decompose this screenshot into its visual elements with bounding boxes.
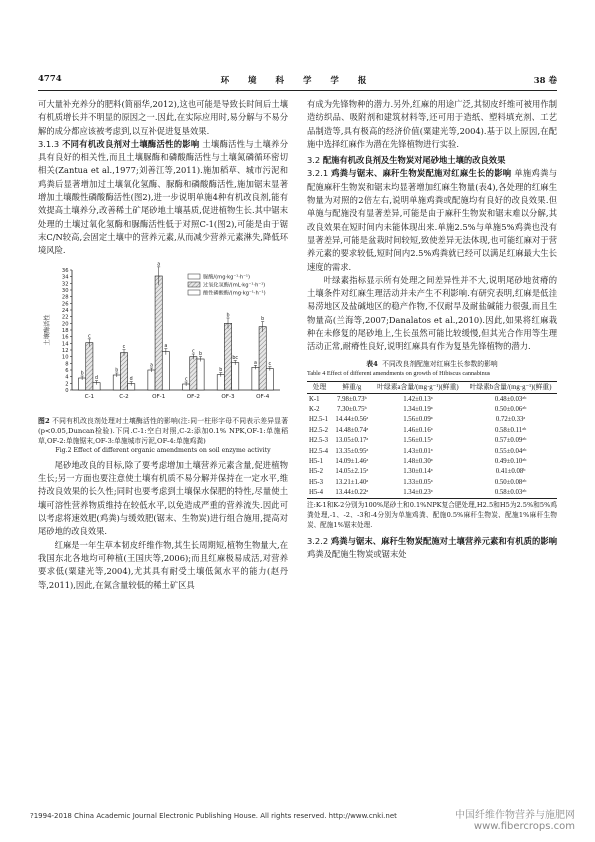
section-body: 单施鸡粪与配施麻秆生物炭和锯末均显著增加红麻生物量(表4),各处理的红麻生物量为对照的2倍左右,说明单施鸡粪或配施均有良好的改良效果.但单施与配施没有显著差异,可能是由于麻秆生物炭和锯末难以分解,其改良效果在短时间内未能体现出来.单施2.5%与单施5%鸡粪也没有显著差异,可能是盆栽时间较短,致使差异无法体现,也可能红麻对于营养元素的要求较低,短时间内2.5%鸡粪就已经可以满足红麻最大生长速度的需求. [307, 168, 557, 272]
col-header: 鲜重/g [332, 381, 372, 393]
table-cell: 0.50±0.06ᵃᵇ [494, 405, 527, 413]
watermark-cn: 中国纤维作物营养与施肥网 [455, 810, 575, 821]
page-header [38, 74, 557, 90]
table-row [307, 477, 557, 487]
section-3-2 [307, 154, 557, 167]
y-tick-label: 0 [65, 387, 69, 394]
figure-caption-cn: 不同有机改良剂处理对土壤酶活性的影响(注:同一柱形字母不同表示差异显著(p<0.05,Duncan检验).下同.C-1:空白对照,C-2:添加0.1% NPK,OF-1:单施稻草,OF-2:单施锯末,OF-3:单施城市污泥,OF-4:单施鸡粪) [38, 416, 288, 445]
table-body [307, 394, 557, 499]
watermark [455, 806, 575, 832]
right-column [307, 98, 557, 562]
significance-label: b [199, 351, 203, 357]
table-row [307, 425, 557, 435]
table-cell: H2.5-2 [309, 426, 329, 434]
significance-label: d [95, 375, 99, 381]
table-row [307, 394, 557, 405]
table-row [307, 488, 557, 499]
watermark-url: www.fibercrops.com [473, 821, 575, 832]
section-title: 配施有机改良剂及生物炭对尾砂地土壤的改良效果 [322, 155, 506, 166]
bar-OF-3-s1 [224, 323, 231, 390]
paragraph-intro: 可大量补充养分的肥料(简丽华,2012),这也可能是导致长时间后土壤有机质增长并不明显的原因之一.因此,在实际应用时,易分解与不易分解的成分都应该被考虑到,以互补促进复垦效果. [38, 99, 288, 136]
table-cell: 1.56±0.09ᵃ [403, 416, 433, 424]
y-tick-label: 28 [61, 294, 69, 301]
bar-OF-2-s1 [190, 356, 197, 389]
bar-OF-1-s0 [148, 370, 155, 390]
table-row [307, 436, 557, 446]
table-cell: 1.30±0.14ᵃ [403, 468, 433, 476]
legend-swatch-2 [188, 290, 200, 295]
significance-label: c [192, 349, 195, 355]
significance-label: b [219, 367, 223, 373]
table-cell: 0.57±0.09ᵃᵇ [494, 437, 527, 445]
bar-OF-4-s0 [252, 367, 259, 390]
table-cell: 1.34±0.23ᵃ [372, 488, 464, 499]
significance-label: b [261, 316, 265, 322]
significance-label: d [129, 376, 133, 382]
table-cell: 1.48±0.30ᵃ [403, 457, 433, 465]
col-header: 叶绿素b含量/(mg·g⁻¹)(鲜重) [464, 381, 557, 393]
left-column [38, 98, 288, 592]
copyright-footer: ?1994-2018 China Academic Journal Electronic Publishing House. All rights reserved. http://www.cnki.net [30, 812, 397, 820]
table-4-title [307, 359, 557, 369]
section-number: 3.2.1 [307, 168, 329, 179]
x-tick-label: C-1 [84, 393, 95, 400]
bar-OF-4-s1 [259, 326, 266, 389]
section-title: 不同有机改良剂对土壤酶活性的影响 [62, 138, 200, 149]
bar-C-2-s0 [113, 375, 120, 390]
section-body: 鸡粪及配施生物炭或锯末处 [307, 549, 407, 560]
col-header: 叶绿素a含量/(mg·g⁻¹)(鲜重) [372, 381, 464, 393]
table-row [307, 446, 557, 456]
significance-label: a [157, 261, 161, 267]
page-number: 4774 [38, 74, 62, 84]
legend-label-1: 过氧化氢酶/(mL·kg⁻¹·h⁻¹) [203, 282, 266, 289]
legend-label-2: 酸性磷酸酶/(mg·kg⁻¹·h⁻¹) [203, 290, 266, 297]
y-tick-label: 26 [61, 300, 69, 307]
significance-label: c [268, 361, 272, 367]
table-cell: K-2 [309, 405, 320, 413]
y-tick-label: 34 [61, 274, 69, 281]
y-tick-label: 22 [61, 314, 69, 321]
y-tick-label: 20 [61, 320, 69, 327]
table-cell: 7.30±0.75ᵇ [337, 405, 367, 413]
table-cell: 1.46±0.16ᵃ [403, 426, 433, 434]
table-cell: 14.48±0.74ᵃ [335, 426, 369, 434]
significance-label: b [80, 371, 84, 377]
table-cell: 13.44±0.22ᵃ [332, 488, 372, 499]
y-tick-label: 24 [61, 307, 69, 314]
y-tick-label: 18 [61, 327, 69, 334]
table-cell: 0.41±0.08ᵇ [495, 468, 526, 476]
table-cell: 14.44±0.56ᵃ [335, 416, 369, 424]
table-row [307, 467, 557, 477]
section-3-1-3 [38, 138, 288, 258]
table-4-title-en: Table 4 Effect of different amendments on growth of Hibiscus cannabinus [307, 369, 491, 377]
table-row [307, 415, 557, 425]
legend-label-0: 脲酶/(mg·kg⁻¹·h⁻¹) [203, 274, 251, 281]
table-cell: 1.33±0.05ᵃ [403, 478, 433, 486]
table-cell: 14.05±2.15ᵃ [335, 468, 369, 476]
y-tick-label: 10 [61, 354, 69, 361]
figure-2-caption [38, 416, 288, 446]
paragraph-kenaf: 红麻是一年生草本韧皮纤维作物,其生长周期短,植物生物量大,在我国东北各地均可种植(王国庆等,2006);而且红麻极易成活,对营养要求低(粟建光等,2004),尤其具有耐受土壤低氮水平的能力(赵丹等,2011),因此,在氮含量较低的稀土矿区具 [38, 539, 288, 590]
section-3-2-2 [307, 535, 557, 562]
table-cell: H2.5-3 [309, 437, 329, 445]
significance-label: bc [232, 355, 239, 361]
table-cell: 13.35±0.95ᵃ [335, 447, 369, 455]
section-number: 3.2.2 [307, 536, 329, 547]
significance-label: c [122, 344, 126, 350]
paragraph-right-top: 有成为先锋物种的潜力.另外,红麻的用途广泛,其韧皮纤维可被用作制造纺织品、吸附剂和建筑材料等,还可用于造纸、塑料填充剂、工艺品制造等,具有极高的经济价值(粟建光等,2004).基于以上原因,在配施中选择红麻作为潜在先锋植物进行实验. [307, 99, 557, 149]
bar-C-2-s1 [120, 352, 127, 389]
table-cell: 1.42±0.13ᵃ [403, 395, 433, 403]
table-cell: H5-1 [309, 457, 323, 465]
table-header-row [307, 381, 557, 393]
x-tick-label: OF-4 [256, 393, 270, 400]
table-cell: 1.43±0.01ᵃ [403, 447, 433, 455]
table-4-note: 注:K-1和K-2分别为100%尾砂土和0.1%NPK复合肥处理,H2.5和H5为2.5%和5%鸡粪处理,-1、-2、-3和-4分别为单施鸡粪、配施0.5%麻秆生物炭、配施1%麻秆生物炭、配施1%锯末处理. [307, 501, 557, 530]
y-tick-label: 36 [61, 267, 69, 274]
y-tick-label: 32 [61, 280, 69, 287]
y-tick-label: 6 [65, 367, 69, 374]
table-cell: 0.58±0.11ᵃᵇ [494, 426, 527, 434]
y-tick-label: 12 [61, 347, 69, 354]
paragraph-tailings: 尾砂地改良的目标,除了要考虑增加土壤营养元素含量,促进植物生长;另一方面也要注意使土壤有机质不易分解并保持在一定水平,维持改良效果的长久性;同时也要考虑到土壤保水保肥的特性,尽量使土壤可溶性营养物质维持在较低水平,以免造成严重的营养流失.因此可以考虑将速效肥(鸡粪)与缓效肥(锯末、生物炭)进行组合施用,提高对尾砂地的改良效果. [38, 459, 288, 537]
significance-label: a [149, 363, 153, 369]
bar-C-1-s1 [86, 342, 93, 389]
section-number: 3.2 [307, 155, 321, 166]
significance-label: a [164, 343, 168, 349]
journal-title: 环 境 科 学 学 报 [220, 76, 375, 86]
table-cell: K-1 [309, 395, 320, 403]
enzyme-activity-chart [38, 262, 288, 412]
y-tick-label: 4 [65, 374, 69, 381]
col-header: 处理 [307, 381, 332, 393]
table-cell: 7.98±0.73ᵇ [337, 395, 367, 403]
table-cell: H2.5-1 [309, 416, 329, 424]
figure-label: 图2 [38, 416, 50, 425]
significance-label: c [88, 333, 91, 339]
header-rule [38, 90, 557, 91]
significance-label: b [226, 313, 230, 319]
y-axis-label: 土壤酶活性 [44, 314, 51, 346]
x-tick-label: C-2 [119, 393, 129, 400]
table-row [307, 404, 557, 414]
significance-label: c [184, 377, 188, 383]
volume-label: 38 卷 [533, 76, 557, 86]
figure-2 [38, 262, 288, 456]
table-cell: 0.58±0.03ᵃᵇ [464, 488, 557, 499]
table-cell: H2.5-4 [309, 447, 329, 455]
table-cell: 0.50±0.08ᵃᵇ [494, 478, 527, 486]
x-tick-label: OF-2 [186, 393, 200, 400]
y-tick-label: 30 [61, 287, 69, 294]
table-cell: 0.48±0.03ᵃᵇ [494, 395, 527, 403]
y-tick-label: 8 [65, 360, 69, 367]
table-cell: 0.72±0.33ᵃ [495, 416, 526, 424]
table-title-cn: 不同改良剂配施对红麻生长参数的影响 [382, 359, 498, 368]
bar-OF-3-s2 [232, 362, 239, 389]
chart-legend [188, 272, 266, 296]
y-tick-label: 14 [61, 340, 69, 347]
x-tick-label: OF-3 [221, 393, 235, 400]
y-tick-label: 16 [61, 334, 69, 341]
table-cell: 14.09±1.46ᵃ [335, 457, 369, 465]
x-tick-label: OF-1 [152, 393, 166, 400]
table-cell: H5-3 [309, 478, 323, 486]
table-cell: 0.49±0.10ᵃᵇ [494, 457, 527, 465]
significance-label: a [253, 360, 257, 366]
paragraph-chlorophyll: 叶绿素指标显示所有处理之间差异性并不大,说明尾砂地贫瘠的土壤条件对红麻生理活动并未产生不利影响.有研究表明,红麻是低洼易涝地区及盐碱地区的稳产作物,不仅耐旱及耐盐碱能力很强,而且生物量高(兰海等,2007;Danalatos et al.,2010).因此,如果将红麻栽种在未修复的尾砂地上,生长虽然可能比较缓慢,但其光合作用等生理活动正常,耐瘠性良好,说明红麻具有作为复垦先锋植物的潜力. [307, 274, 557, 352]
table-4 [307, 359, 557, 530]
table-label: 表4 [366, 359, 378, 368]
legend-swatch-1 [188, 282, 200, 287]
legend-swatch-0 [188, 274, 200, 279]
section-number: 3.1.3 [38, 138, 60, 149]
section-3-2-1 [307, 167, 557, 273]
bar-OF-1-s2 [162, 351, 169, 389]
table-cell: H5-2 [309, 468, 323, 476]
table-cell: 13.21±1.40ᵃ [335, 478, 369, 486]
section-body: 土壤酶活性与土壤养分具有良好的相关性,而且土壤脲酶和磷酸酶活性与土壤氮磷循环密切相关(Zantua et al.,1977;刘善江等,2011).施加稻草、城市污泥和鸡粪后显著增加过土壤氧化氢酶、脲酶和磷酸酶活性,施加锯末显著增加土壤酸性磷酸酶活性(图2),进一步说明单施4种有机改良剂,能有效提高土壤养分,改善稀土矿尾砂地土壤基质,促进植物生长.其中锯末处理的土壤过氧化氢酶和脲酶活性低于对照C-1(图2),可能是由于锯末C/N较高,会固定土壤中的营养元素,从而减少营养元素淋失,降低环境风险. [38, 138, 288, 256]
section-title: 鸡粪与锯末、麻秆生物炭配施对红麻生长的影响 [331, 168, 512, 179]
table-cell: 13.05±0.17ᵃ [335, 437, 369, 445]
table-cell: 1.56±0.15ᵃ [403, 437, 433, 445]
figure-2-caption-en: Fig.2 Effect of different organic amendments on soil enzyme activity [55, 446, 271, 454]
bar-OF-1-s1 [155, 276, 162, 390]
table-cell: 0.55±0.04ᵃᵇ [494, 447, 527, 455]
section-title: 鸡粪与锯末、麻秆生物炭配施对土壤营养元素和有机质的影响 [330, 536, 557, 547]
bar-OF-2-s2 [197, 359, 204, 390]
significance-label: b [115, 368, 119, 374]
chart-bars [79, 262, 274, 390]
y-tick-label: 2 [65, 380, 69, 387]
table-row [307, 456, 557, 466]
bar-OF-4-s2 [266, 368, 273, 389]
bar-OF-3-s0 [217, 374, 224, 389]
table-cell: 1.34±0.19ᵃ [403, 405, 433, 413]
table-cell: H5-4 [307, 488, 332, 499]
growth-table [307, 381, 557, 499]
